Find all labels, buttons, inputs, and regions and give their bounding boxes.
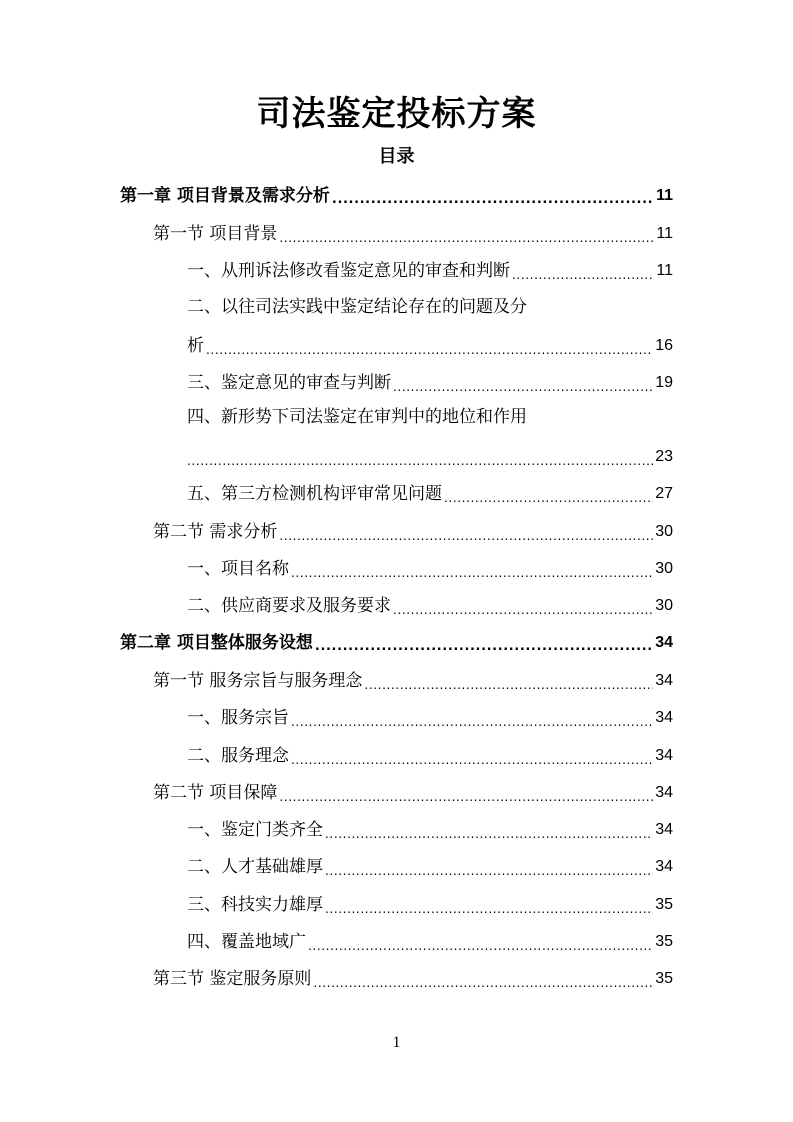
toc-entry-page: 11 (656, 225, 673, 242)
toc-entry-page: 30 (655, 560, 673, 577)
toc-entry-label: 一、鉴定门类齐全 (187, 820, 323, 840)
toc-entry-section[interactable] (153, 516, 673, 544)
toc-entry-label: 第三节 鉴定服务原则 (153, 969, 312, 989)
toc-leader-dots (325, 855, 653, 879)
toc-leader-dots (325, 818, 653, 842)
toc-entry-label: 一、项目名称 (187, 559, 289, 579)
toc-entry-page: 34 (655, 821, 673, 838)
toc-entry-label: 四、覆盖地域广 (187, 932, 306, 952)
toc-leader-dots (313, 967, 653, 991)
toc-entry-label: 二、供应商要求及服务要求 (187, 596, 391, 616)
toc-leader-dots (393, 371, 653, 395)
toc-entry-page: 30 (655, 523, 673, 540)
toc-leader-dots (332, 184, 654, 208)
toc-entry-page: 35 (655, 933, 673, 950)
toc-entry-item[interactable] (187, 441, 673, 469)
toc-entry-page: 19 (655, 374, 673, 391)
toc-entry-item[interactable] (187, 740, 673, 768)
toc-leader-dots (279, 222, 654, 246)
toc-leader-dots (187, 445, 653, 469)
toc-entry-label: 第一节 服务宗旨与服务理念 (153, 671, 363, 691)
toc-leader-dots (308, 930, 653, 954)
toc-entry-label: 第二章 项目整体服务设想 (120, 633, 313, 653)
toc-leader-dots (279, 520, 653, 544)
toc-entry-item[interactable] (187, 590, 673, 618)
toc-leader-dots (315, 631, 653, 655)
toc-entry-page: 27 (655, 485, 673, 502)
toc-entry-page: 30 (655, 597, 673, 614)
toc-entry-page: 35 (655, 896, 673, 913)
toc-heading: 目录 (378, 146, 415, 167)
toc-entry-item[interactable] (187, 367, 673, 395)
toc-entry-item[interactable] (187, 255, 673, 283)
toc-entry-page: 34 (655, 672, 673, 689)
toc-entry-label: 五、第三方检测机构评审常见问题 (187, 484, 442, 504)
toc-entry-page: 16 (655, 337, 673, 354)
toc-entry-page: 34 (655, 634, 673, 651)
document-title: 司法鉴定投标方案 (256, 94, 537, 134)
toc-entry-section[interactable] (153, 777, 673, 805)
toc-entry-label: 第一节 项目背景 (153, 224, 278, 244)
toc-entry-item[interactable] (187, 478, 673, 506)
toc-entry-page: 35 (655, 970, 673, 987)
toc-entry-item[interactable] (187, 851, 673, 879)
toc-leader-dots (291, 557, 653, 581)
toc-leader-dots (393, 594, 653, 618)
toc-leader-dots (279, 781, 653, 805)
toc-entry-item[interactable] (187, 889, 673, 917)
toc-entry-page: 11 (656, 187, 673, 204)
toc-entry-item[interactable] (187, 553, 673, 581)
toc-entry-label: 第二节 需求分析 (153, 522, 278, 542)
toc-entry-item[interactable] (187, 926, 673, 954)
toc-entry-page: 34 (655, 858, 673, 875)
toc-leader-dots (291, 744, 653, 768)
toc-entry-label: 析 (187, 336, 204, 356)
toc-leader-dots (364, 669, 653, 693)
toc-entry-page: 34 (655, 747, 673, 764)
toc-entry-section[interactable] (153, 963, 673, 991)
toc-leader-dots (291, 706, 653, 730)
toc-entry-section[interactable] (153, 665, 673, 693)
toc-leader-dots (444, 482, 653, 506)
toc-entry-item[interactable] (187, 702, 673, 730)
toc-entry-section[interactable] (153, 218, 673, 246)
toc-entry-item[interactable] (187, 330, 673, 358)
toc-entry-label: 第二节 项目保障 (153, 783, 278, 803)
toc-entry-label: 一、服务宗旨 (187, 708, 289, 728)
toc-entry-item-line1[interactable]: 四、新形势下司法鉴定在审判中的地位和作用 (187, 407, 527, 427)
toc-entry-page: 34 (655, 709, 673, 726)
toc-entry-label: 二、服务理念 (187, 746, 289, 766)
toc-entry-label: 第一章 项目背景及需求分析 (120, 186, 330, 206)
toc-entry-chapter[interactable] (120, 627, 673, 655)
toc-entry-page: 34 (655, 784, 673, 801)
toc-entry-label: 三、科技实力雄厚 (187, 895, 323, 915)
toc-entry-label: 一、从刑诉法修改看鉴定意见的审查和判断 (187, 261, 510, 281)
toc-leader-dots (512, 259, 654, 283)
toc-entry-page: 11 (656, 262, 673, 279)
toc-leader-dots (325, 893, 653, 917)
toc-entry-label: 三、鉴定意见的审查与判断 (187, 373, 391, 393)
toc-entry-item-line1[interactable]: 二、以往司法实践中鉴定结论存在的问题及分 (187, 297, 527, 317)
toc-entry-label: 二、人才基础雄厚 (187, 857, 323, 877)
toc-entry-page: 23 (655, 448, 673, 465)
toc-entry-item[interactable] (187, 814, 673, 842)
toc-entry-chapter[interactable] (120, 180, 673, 208)
toc-leader-dots (206, 334, 653, 358)
page-number: 1 (392, 1034, 401, 1051)
